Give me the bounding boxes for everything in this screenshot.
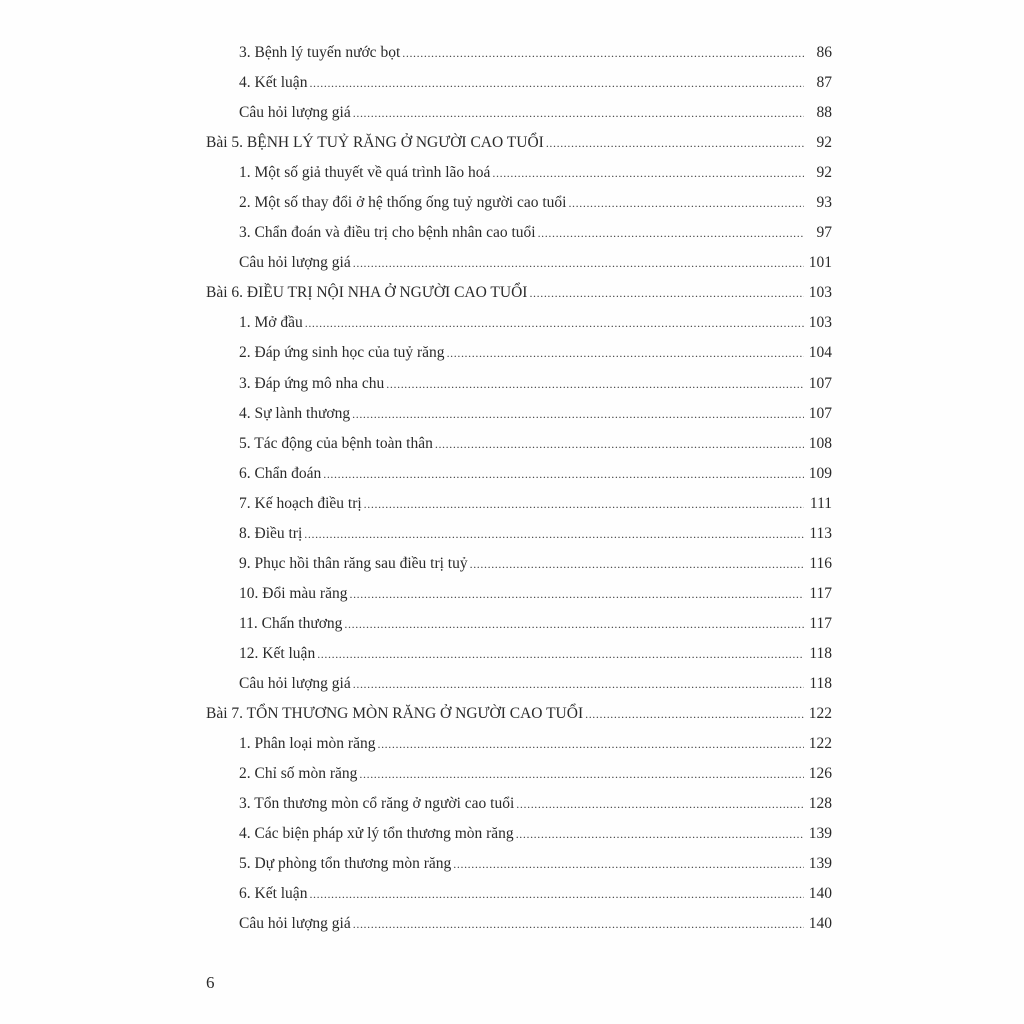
toc-entry-title: 5. Tác động của bệnh toàn thân [239, 434, 433, 452]
dot-leader [353, 909, 804, 939]
toc-section-entry [206, 489, 832, 519]
dot-leader [585, 699, 804, 729]
toc-section-entry [206, 38, 832, 68]
dot-leader [470, 549, 804, 579]
toc-entry-page: 140 [808, 915, 832, 933]
dot-leader [359, 759, 804, 789]
toc-entry-page: 103 [808, 284, 832, 302]
toc-section-entry [206, 248, 832, 278]
toc-section-entry [206, 519, 832, 549]
dot-leader [386, 369, 804, 399]
toc-entry-page: 117 [809, 584, 832, 602]
toc-section-entry [206, 399, 832, 429]
toc-section-entry [206, 338, 832, 368]
toc-entry-title: 1. Phân loại mòn răng [239, 735, 376, 753]
toc-entry-page: 122 [808, 735, 832, 753]
toc-section-entry [206, 429, 832, 459]
page-number: 6 [206, 973, 215, 992]
toc-chapter-entry [206, 128, 832, 158]
toc-section-entry [206, 759, 832, 789]
toc-entry-page: 140 [808, 885, 832, 903]
dot-leader [402, 38, 804, 68]
toc-entry-title: 12. Kết luận [239, 644, 316, 662]
toc-entry-title: 2. Một số thay đổi ở hệ thống ống tuỷ người cao tuổi [239, 194, 567, 212]
toc-section-entry [206, 669, 832, 699]
toc-entry-page: 103 [808, 314, 832, 332]
table-of-contents [206, 38, 832, 939]
toc-entry-page: 101 [808, 254, 832, 272]
toc-entry-page: 117 [809, 614, 832, 632]
toc-entry-page: 111 [809, 494, 832, 512]
toc-section-entry [206, 909, 832, 939]
toc-entry-title: 4. Các biện pháp xử lý tổn thương mòn răng [239, 825, 514, 843]
dot-leader [546, 128, 804, 158]
toc-entry-title: 4. Kết luận [239, 74, 308, 92]
toc-entry-page: 88 [816, 104, 832, 122]
toc-section-entry [206, 849, 832, 879]
dot-leader [364, 489, 804, 519]
toc-entry-title: 9. Phục hồi thân răng sau điều trị tuỷ [239, 554, 468, 572]
toc-section-entry [206, 609, 832, 639]
dot-leader [516, 789, 804, 819]
toc-entry-page: 109 [808, 464, 832, 482]
toc-entry-page: 107 [808, 404, 832, 422]
toc-entry-title: 3. Tổn thương mòn cổ răng ở người cao tuổi [239, 795, 515, 813]
toc-section-entry [206, 819, 832, 849]
toc-section-entry [206, 729, 832, 759]
toc-entry-title: Bài 7. TỔN THƯƠNG MÒN RĂNG Ở NGƯỜI CAO TUỔI [206, 705, 584, 723]
toc-entry-page: 128 [808, 795, 832, 813]
dot-leader [453, 849, 804, 879]
dot-leader [344, 609, 804, 639]
toc-entry-title: Câu hỏi lượng giá [239, 915, 351, 933]
dot-leader [304, 519, 804, 549]
toc-entry-title: 8. Điều trị [239, 524, 303, 542]
toc-entry-page: 86 [816, 44, 832, 61]
dot-leader [317, 639, 804, 669]
toc-entry-page: 108 [808, 434, 832, 452]
dot-leader [447, 338, 804, 368]
toc-entry-title: 1. Mở đầu [239, 314, 303, 332]
toc-section-entry [206, 579, 832, 609]
toc-entry-page: 126 [808, 765, 832, 783]
toc-entry-page: 104 [808, 344, 832, 362]
toc-entry-title: 2. Chỉ số mòn răng [239, 765, 358, 783]
dot-leader [377, 729, 804, 759]
toc-section-entry [206, 639, 832, 669]
toc-entry-page: 122 [808, 705, 832, 723]
dot-leader [349, 579, 804, 609]
toc-entry-title: 4. Sự lành thương [239, 404, 351, 422]
toc-section-entry [206, 789, 832, 819]
toc-entry-title: Bài 6. ĐIỀU TRỊ NỘI NHA Ở NGƯỜI CAO TUỔI [206, 284, 528, 302]
dot-leader [492, 158, 804, 188]
dot-leader [353, 669, 804, 699]
toc-entry-page: 87 [816, 74, 832, 92]
toc-section-entry [206, 98, 832, 128]
toc-entry-title: Câu hỏi lượng giá [239, 674, 351, 692]
toc-entry-title: 3. Bệnh lý tuyến nước bọt [239, 44, 401, 61]
dot-leader [516, 819, 804, 849]
toc-entry-title: 11. Chấn thương [239, 614, 343, 632]
dot-leader [352, 399, 804, 429]
dot-leader [305, 308, 804, 338]
toc-entry-page: 139 [808, 825, 832, 843]
toc-entry-title: 1. Một số giả thuyết về quá trình lão hoá [239, 164, 491, 182]
toc-entry-page: 97 [816, 224, 832, 242]
dot-leader [309, 879, 804, 909]
dot-leader [568, 188, 804, 218]
toc-entry-title: 6. Chẩn đoán [239, 464, 322, 482]
dot-leader [309, 68, 804, 98]
toc-entry-page: 107 [808, 374, 832, 392]
dot-leader [538, 218, 804, 248]
toc-entry-title: 3. Chẩn đoán và điều trị cho bệnh nhân cao tuổi [239, 224, 536, 242]
toc-entry-title: Bài 5. BỆNH LÝ TUỶ RĂNG Ở NGƯỜI CAO TUỔI [206, 134, 544, 152]
toc-section-entry [206, 308, 832, 338]
toc-entry-page: 139 [808, 855, 832, 873]
toc-chapter-entry [206, 699, 832, 729]
toc-entry-page: 118 [809, 644, 832, 662]
toc-entry-page: 118 [809, 674, 832, 692]
toc-entry-title: 7. Kế hoạch điều trị [239, 494, 362, 512]
dot-leader [529, 278, 804, 308]
dot-leader [353, 98, 804, 128]
toc-entry-page: 116 [809, 554, 832, 572]
toc-entry-title: Câu hỏi lượng giá [239, 254, 351, 272]
toc-entry-page: 92 [816, 164, 832, 182]
toc-entry-page: 113 [809, 524, 832, 542]
toc-entry-title: 2. Đáp ứng sinh học của tuỷ răng [239, 344, 445, 362]
toc-section-entry [206, 879, 832, 909]
toc-chapter-entry [206, 278, 832, 308]
toc-section-entry [206, 549, 832, 579]
toc-section-entry [206, 188, 832, 218]
dot-leader [435, 429, 804, 459]
toc-section-entry [206, 369, 832, 399]
toc-entry-title: 10. Đổi màu răng [239, 584, 348, 602]
toc-entry-title: 6. Kết luận [239, 885, 308, 903]
toc-section-entry [206, 158, 832, 188]
toc-entry-title: Câu hỏi lượng giá [239, 104, 351, 122]
toc-section-entry [206, 459, 832, 489]
toc-entry-page: 92 [816, 134, 832, 152]
dot-leader [323, 459, 804, 489]
toc-entry-page: 93 [816, 194, 832, 212]
dot-leader [353, 248, 804, 278]
toc-section-entry [206, 218, 832, 248]
toc-entry-title: 3. Đáp ứng mô nha chu [239, 374, 385, 392]
toc-section-entry [206, 68, 832, 98]
toc-entry-title: 5. Dự phòng tổn thương mòn răng [239, 855, 452, 873]
